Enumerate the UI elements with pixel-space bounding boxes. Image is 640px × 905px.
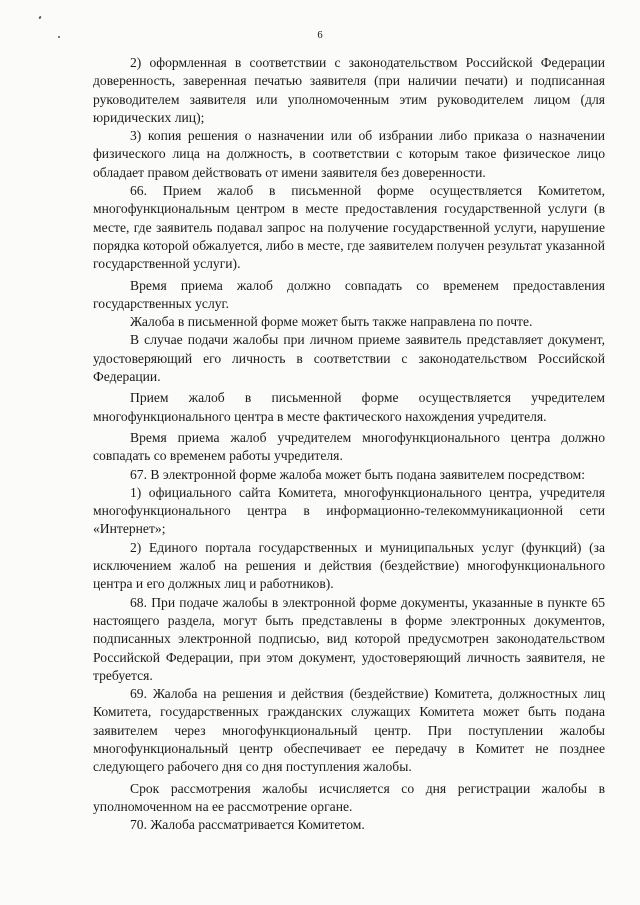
paragraph-69: 69. Жалоба на решения и действия (бездействие) Комитета, должностных лиц Комитета, государственных гражданских служащих Комитета может быть подана заявителем через многофункциональный центр. При поступлении жалобы многофункциональный центр обеспечивает ее передачу в Комитет не позднее следующего рабочего дня со дня поступления жалобы. (93, 686, 605, 775)
paragraph-67: 67. В электронной форме жалоба может быть подана заявителем посредством: (130, 466, 586, 482)
paragraph-founder-reception: Прием жалоб в письменной форме осуществляется учредителем многофункционального центра в месте фактического нахождения учредителя. (93, 390, 605, 424)
paragraph-67-item-1: 1) официального сайта Комитета, многофункционального центра, учредителя многофункционального центра в информационно-телекоммуникационной сети «Интернет»; (93, 484, 605, 537)
document-body (93, 54, 605, 834)
paragraph-67-item-2: 2) Единого портала государственных и муниципальных услуг (функций) (за исключением жалоб на решения и действия (бездействие) многофункционального центра и его должных лиц и работников). (93, 539, 605, 592)
paragraph-68: 68. При подаче жалобы в электронной форме документы, указанные в пункте 65 настоящего раздела, могут быть представлены в форме электронных документов, подписанных электронной подписью, вид которой предусмотрен законодательством Российской Федерации, при этом документ, удостоверяющий личность заявителя, не требуется. (93, 594, 605, 683)
paragraph-personal-reception: В случае подачи жалобы при личном приеме заявитель представляет документ, удостоверяющий его личность в соответствии с законодательством Российской Федерации. (93, 332, 605, 385)
paragraph-66: 66. Прием жалоб в письменной форме осуществляется Комитетом, многофункциональным центром в месте предоставления государственной услуги (в месте, где заявитель подавал запрос на получение государственной услуги, нарушение порядка которой обжалуется, либо в месте, где заявителем получен результат указанной государственной услуги). (93, 183, 605, 272)
scan-speck (38, 16, 41, 20)
page-number: 6 (317, 30, 323, 41)
paragraph-review-period: Срок рассмотрения жалобы исчисляется со дня регистрации жалобы в уполномоченном на ее рассмотрение органе. (93, 780, 605, 814)
paragraph-founder-time: Время приема жалоб учредителем многофункционального центра должно совпадать со временем работы учредителя. (93, 429, 605, 464)
paragraph-item-3-appointment-copy: 3) копия решения о назначении или об избрании либо приказа о назначении физического лица на должность, в соответствии с которым такое физическое лицо обладает правом действовать от имени заявителя без доверенности. (93, 128, 605, 180)
paragraph-by-mail: Жалоба в письменной форме может быть также направлена по почте. (130, 314, 533, 330)
paragraph-reception-time: Время приема жалоб должно совпадать со временем предоставления государственных услуг. (93, 277, 605, 311)
paragraph-70: 70. Жалоба рассматривается Комитетом. (130, 817, 365, 833)
paragraph-item-2-power-of-attorney: 2) оформленная в соответствии с законодательством Российской Федерации доверенность, заверенная печатью заявителя (при наличии печати) и подписанная руководителем заявителя или уполномоченным этим руководителем лицом (для юридических лиц); (93, 55, 605, 125)
